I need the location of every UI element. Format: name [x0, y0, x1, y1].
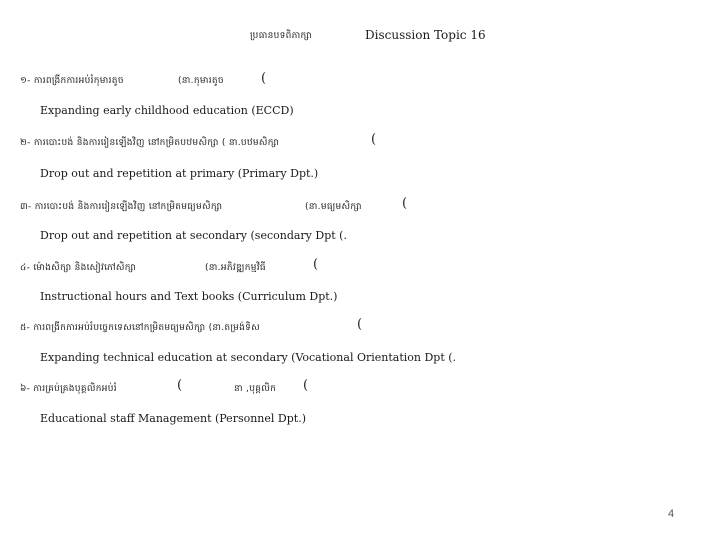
item-5-english: Expanding technical education at secondary (Vocational Orientation Dpt (.	[40, 351, 457, 364]
item-6-open-paren-2: (	[303, 378, 309, 393]
page-number: 4	[668, 508, 675, 520]
item-4-khmer-topic: ៤- ម៉ោងសិក្សា និងសៀវភៅសិក្សា	[20, 263, 137, 273]
title-khmer: ប្រធានបទពិភាក្សា	[250, 31, 312, 41]
item-3-english: Drop out and repetition at secondary (secondary Dpt (.	[40, 229, 347, 242]
item-2-english: Drop out and repetition at primary (Primary Dpt.)	[40, 167, 319, 180]
item-3-open-paren: (	[402, 196, 408, 211]
item-3-khmer-dept: (នា.មធ្យមសិក្សា	[305, 202, 362, 212]
item-6-english: Educational staff Management (Personnel Dpt.)	[40, 412, 306, 425]
item-1-khmer-dept: (នា.កុមារតូច	[178, 76, 224, 86]
item-6-open-paren: (	[177, 378, 183, 393]
item-1-english: Expanding early childhood education (ECCD)	[40, 104, 294, 117]
item-4-khmer-dept: (នា.អភិវឌ្ឍកម្មវិធី	[205, 263, 266, 273]
item-5-khmer-topic: ៥- ការពង្រីកការអប់រំបច្ចេកទេសនៅកម្រិតមធ្យមសិក្សា (នា.តម្រង់ទិស	[20, 323, 261, 333]
item-2-khmer-topic: ២- ការបោះបង់ និងការរៀនឡើងវិញ នៅកម្រិតបឋមសិក្សា ( នា.បឋមសិក្សា	[20, 138, 280, 148]
title-english: Discussion Topic 16	[365, 28, 486, 42]
item-6-khmer-dept: នា ,បុគ្គលិក	[234, 384, 277, 394]
item-1-khmer-topic: ១- ការពង្រីកការអប់រំកុមារតូច	[20, 76, 124, 86]
item-3-khmer-topic: ៣- ការបោះបង់ និងការរៀនឡើងវិញ នៅកម្រិតមធ្យមសិក្សា	[20, 202, 223, 212]
item-5-open-paren: (	[357, 317, 363, 332]
item-4-open-paren: (	[313, 257, 319, 272]
item-6-khmer-topic: ៦- ការគ្រប់គ្រងបុគ្គលិកអប់រំ	[20, 384, 117, 394]
item-1-open-paren: (	[261, 71, 267, 86]
item-2-open-paren: (	[371, 132, 377, 147]
item-4-english: Instructional hours and Text books (Curriculum Dpt.)	[40, 290, 338, 303]
